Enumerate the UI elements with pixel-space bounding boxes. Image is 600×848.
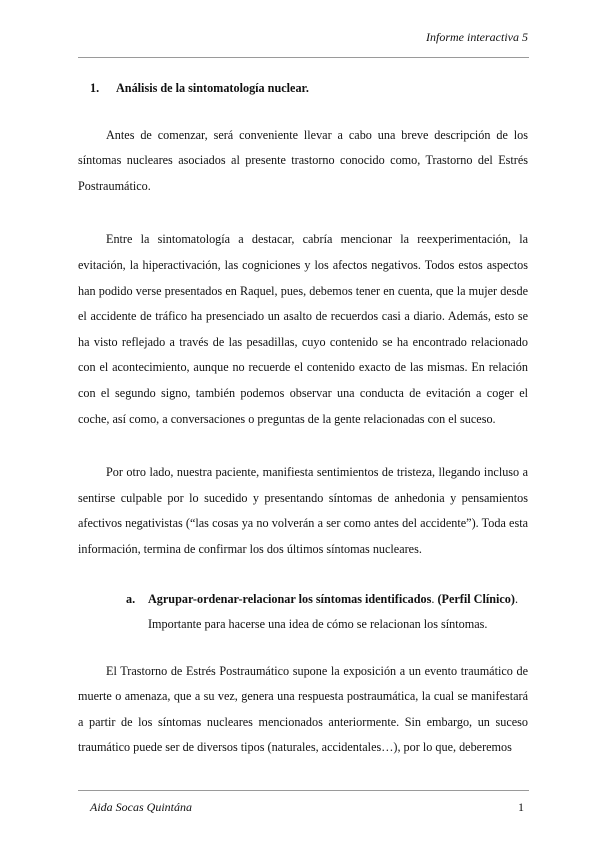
subsection-note: (Perfil Clínico)	[437, 591, 515, 606]
paragraph-intro: Antes de comenzar, será conveniente llevar a cabo una breve descripción de los síntomas nucleares asociados al presente trastorno conocido como, Trastorno del Estrés Postraumático.	[78, 127, 528, 193]
paragraph-ptsd: El Trastorno de Estrés Postraumático supone la exposición a un evento traumático de muerte o amenaza, que a su vez, genera una respuesta postraumática, la cual se manifestará a partir de los síntomas nucleares mencionados anteriormente. Sin embargo, un suceso traumático puede ser de diversos tipos (naturales, accidentales…), por lo que, deberemos	[78, 663, 528, 755]
subsection-title: Agrupar-ordenar-relacionar los síntomas identificados	[148, 591, 432, 606]
subsection-end: .	[514, 591, 518, 606]
section-heading	[78, 76, 528, 102]
section-title: Análisis de la sintomatología nuclear.	[116, 81, 309, 95]
paragraph-symptoms: Entre la sintomatología a destacar, cabría mencionar la reexperimentación, la evitación, la hiperactivación, las cogniciones y los afectos negativos. Todos estos aspectos han podido verse presentados en Raquel, pues, debemos tener en cuenta, que la mujer desde el accidente de tráfico ha presenciado un asalto de recuerdos casi a diario. Además, esto se ha visto reflejado a través de las pesadillas, cuyo contenido se ha encontrado relacionado con el acontecimiento, aunque no recuerde el contenido exacto de las mismas. En relación con el segundo signo, también podemos observar una conducta de evitación a coger el coche, así como, a conversaciones o preguntas de la gente relacionadas con el suceso.	[78, 232, 528, 426]
subsection-dot: .	[431, 591, 438, 606]
page-number: 1	[518, 800, 524, 814]
subsection-label: a.	[126, 591, 136, 606]
paragraph-emotions: Por otro lado, nuestra paciente, manifiesta sentimientos de tristeza, llegando incluso a sentirse culpable por lo sucedido y presentando síntomas de anhedonia y pensamientos afectivos negativistas (“las cosas ya no volverán a ser como antes del accidente”). Toda esta información, termina de confirmar los dos últimos síntomas nucleares.	[78, 465, 528, 556]
page-header: Informe interactiva 5	[426, 30, 528, 44]
footer-divider	[78, 790, 529, 791]
subsection-heading	[78, 587, 528, 613]
document-body	[78, 76, 528, 761]
header-divider	[78, 57, 529, 58]
footer-author: Aida Socas Quintána	[90, 800, 192, 814]
section-number: 1.	[90, 81, 100, 95]
subsection-description: Importante para hacerse una idea de cómo se relacionan los síntomas.	[148, 617, 488, 632]
